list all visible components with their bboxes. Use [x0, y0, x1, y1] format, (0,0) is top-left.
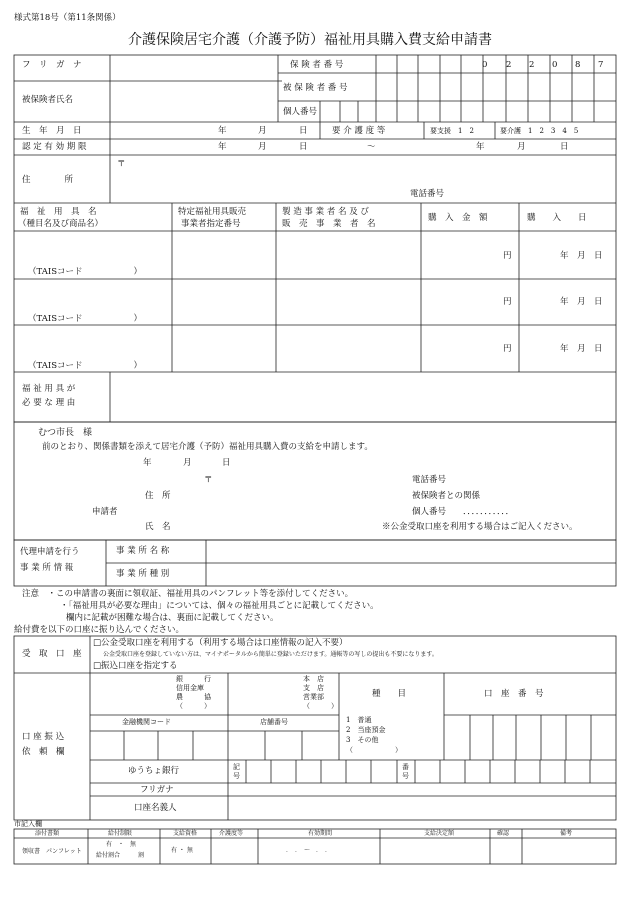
insured-number-label: 被 保 険 者 番 号	[283, 83, 348, 93]
holder-label: 口座名義人	[134, 803, 177, 813]
insurer-digit: 0	[552, 60, 558, 70]
limit-options: 有 ・ 無	[106, 841, 137, 848]
option-public-note: 公金受取口座を登録していない方は、マイナポータルから簡単に登録いただけます。通帳等の写しの提出も不要になります。	[103, 651, 438, 658]
furigana-field[interactable]	[111, 56, 277, 80]
birth-month-unit: 月	[258, 126, 267, 136]
phone-label: 電話番号	[410, 189, 445, 199]
note-line: ・「福祉用具が必要な理由」については、個々の福祉用具ごとに記載してください。	[60, 601, 379, 611]
option-public-checkbox[interactable]: □公金受取口座を利用する（利用する場合は口座情報の記入不要）	[93, 638, 348, 648]
item-header: 福 祉 用 具 名	[20, 207, 97, 217]
number-label: 番号	[402, 763, 409, 780]
account-type-option[interactable]: 3 その他	[346, 736, 379, 744]
validity-unit: 日	[560, 142, 569, 152]
vendor-header-sub: 事業者指定番号	[181, 219, 241, 229]
validity-unit: 年	[476, 142, 485, 152]
yen-unit: 円	[503, 251, 512, 261]
app-address-label: 住 所	[145, 491, 171, 501]
address-field[interactable]	[126, 157, 614, 201]
insurer-number-label: 保 険 者 番 号	[290, 60, 344, 70]
insurer-digit: 8	[575, 60, 581, 70]
inst-type: 銀 行	[176, 675, 211, 683]
app-phone-label: 電話番号	[412, 475, 447, 485]
form-number: 様式第18号（第11条関係）	[14, 13, 121, 23]
agent-label: 代理申請を行う	[20, 547, 80, 557]
eligibility-options: 有 ・ 無	[171, 847, 193, 854]
insurer-digit: 2	[506, 60, 512, 70]
validity-unit: 月	[258, 142, 267, 152]
item-header-sub: （種目名及び商品名）	[18, 219, 104, 229]
validity-unit: 日	[299, 142, 308, 152]
purchase-date: 年 月 日	[560, 251, 603, 261]
personal-number-label: 個人番号	[283, 107, 318, 117]
maker-header-sub: 販 売 事 業 者 名	[282, 219, 376, 229]
reason-label: 福 祉 用 具 が	[22, 384, 76, 394]
applicant-label: 申請者	[92, 507, 118, 517]
form-title: 介護保険居宅介護（介護予防）福祉用具購入費支給申請書	[128, 32, 492, 48]
insured-name-field[interactable]	[111, 82, 277, 121]
account-number-label: 口 座 番 号	[484, 689, 544, 699]
inst-code-label: 金融機関コード	[122, 718, 171, 726]
validity-label: 認 定 有 効 期 限	[22, 142, 87, 152]
reason-label-sub: 必 要 な 理 由	[22, 398, 76, 408]
account-type-option[interactable]: 2 当座預金	[346, 726, 386, 734]
insured-name-label: 被保険者氏名	[22, 95, 74, 105]
application-statement: 前のとおり、関係書類を添えて居宅介護（予防）福祉用具購入費の支給を申請します。	[42, 442, 373, 452]
vendor-header: 特定福祉用具販売	[178, 207, 247, 217]
purchase-date: 年 月 日	[560, 344, 603, 354]
yen-unit: 円	[503, 344, 512, 354]
transfer-label-sub: 依 頼 欄	[22, 747, 65, 757]
birth-year-unit: 年	[218, 126, 227, 136]
insurer-digit: 7	[598, 60, 604, 70]
branch-code-label: 店舗番号	[260, 718, 288, 726]
office-header: 備考	[560, 830, 573, 837]
insurer-digit: 0	[482, 60, 488, 70]
office-header: 確認	[497, 830, 510, 837]
symbol-label: 記号	[233, 763, 240, 780]
bank-note: ※公金受取口座を利用する場合はご記入ください。	[382, 522, 578, 532]
benefit-ratio: 給付割合 割	[96, 852, 145, 859]
account-type-other: （ ）	[346, 746, 402, 754]
branch-type: 営業部	[303, 693, 324, 701]
branch-type: （ ）	[303, 702, 338, 710]
addressee: むつ市長 様	[38, 428, 93, 438]
office-name-label: 事 業 所 名 称	[116, 546, 170, 556]
branch-type: 支 店	[303, 684, 324, 692]
date-header: 購 入 日	[527, 213, 587, 223]
office-header: 給付制限	[108, 830, 133, 837]
birthdate-label: 生 年 月 日	[22, 126, 82, 136]
note-line: 給付費を以下の口座に振り込んでください。	[14, 625, 185, 635]
branch-type: 本 店	[303, 675, 324, 683]
office-header: 支給資格	[173, 830, 198, 837]
tais-code: （TAISコード ）	[28, 361, 143, 371]
account-type-option[interactable]: 1 普通	[346, 716, 372, 724]
app-personal-number: 個人番号 ．．．．．．．．．．．	[412, 507, 515, 517]
app-postal-mark: 〒	[204, 475, 213, 485]
insurer-digit: 2	[529, 60, 535, 70]
note-line: 欄内に記載が困難な場合は、裏面に記載してください。	[66, 613, 279, 623]
yen-unit: 円	[503, 297, 512, 307]
tais-code: （TAISコード ）	[28, 267, 143, 277]
postal-mark: 〒	[117, 159, 126, 169]
holder-furigana-field[interactable]	[229, 784, 615, 795]
insured-number-field[interactable]	[377, 74, 615, 100]
birth-day-unit: 日	[299, 126, 308, 136]
purchase-date: 年 月 日	[560, 297, 603, 307]
office-use-title: 市記入欄	[14, 820, 42, 828]
holder-name-field[interactable]	[229, 797, 615, 819]
agent-label-sub: 事 業 所 情 報	[20, 563, 74, 573]
office-header: 有効期間	[308, 830, 333, 837]
validity-unit: 月	[517, 142, 526, 152]
account-type-label: 種 目	[372, 689, 407, 699]
inst-type: 信用金庫	[176, 684, 204, 692]
maker-header: 製 造 事 業 者 名 及 び	[282, 207, 369, 217]
office-header: 添付書類	[35, 830, 60, 837]
reason-field[interactable]	[111, 373, 615, 421]
relation-label: 被保険者との関係	[412, 491, 481, 501]
receive-label: 受 取 口 座	[22, 649, 82, 659]
tais-code: （TAISコード ）	[28, 314, 143, 324]
bank-furigana-label: フリガナ	[140, 785, 174, 795]
inst-type: （ ）	[176, 702, 211, 710]
care-level-options[interactable]: 要介護 1 2 3 4 5	[500, 127, 579, 135]
note-line: 注意 ・この申請書の裏面に領収証、福祉用具のパンフレット等を添付してください。	[22, 589, 354, 599]
attach-values: 領収書 パンフレット	[22, 848, 82, 855]
validity-tilde: ～	[367, 142, 376, 152]
validity-period: ． ． ～ ． ．	[286, 847, 332, 854]
personal-number-field[interactable]	[321, 102, 615, 121]
app-name-label: 氏 名	[145, 522, 171, 532]
support-level-options[interactable]: 要支援 1 2	[430, 127, 474, 135]
app-month-unit: 月	[183, 458, 192, 468]
address-label: 住 所	[22, 175, 74, 185]
office-name-field[interactable]	[207, 541, 615, 562]
option-transfer-checkbox[interactable]: □振込口座を指定する	[93, 661, 178, 671]
office-type-field[interactable]	[207, 564, 615, 585]
office-type-label: 事 業 所 種 別	[116, 569, 170, 579]
office-header: 介護度等	[219, 830, 244, 837]
care-level-label: 要 介 護 度 等	[332, 126, 386, 136]
inst-type: 農 協	[176, 693, 211, 701]
transfer-label: 口 座 振 込	[22, 732, 65, 742]
yucho-label: ゆうちょ銀行	[128, 766, 180, 776]
amount-header: 購 入 金 額	[428, 213, 488, 223]
office-header: 支給決定額	[424, 830, 455, 837]
furigana-label: フ リ ガ ナ	[22, 60, 82, 70]
app-day-unit: 日	[222, 458, 231, 468]
app-year-unit: 年	[143, 458, 152, 468]
validity-unit: 年	[218, 142, 227, 152]
